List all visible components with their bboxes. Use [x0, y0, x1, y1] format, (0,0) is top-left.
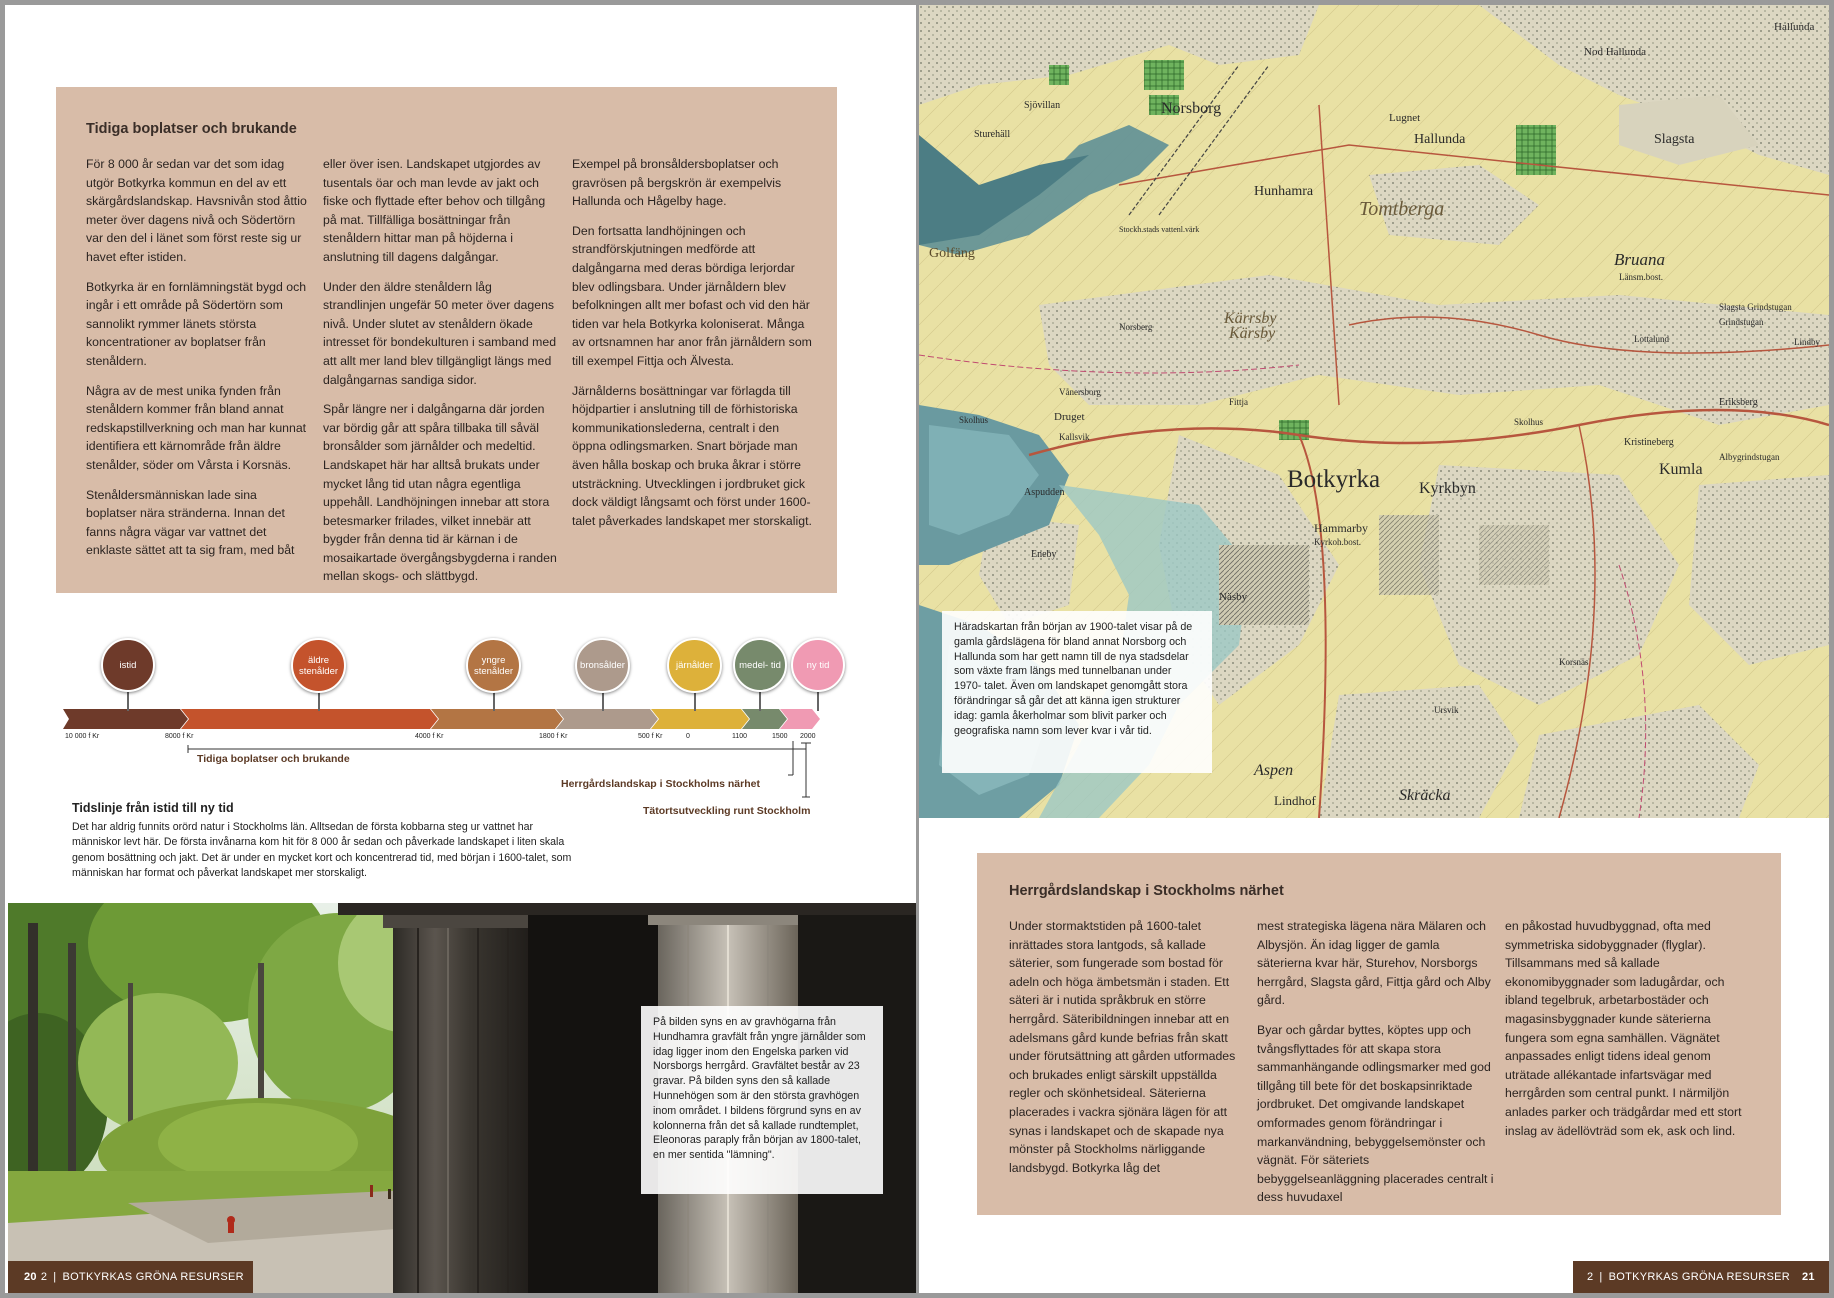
map-place-label: Näsby — [1219, 591, 1248, 603]
map-place-label: Norsberg — [1119, 322, 1153, 332]
map-place-label: Kyrkbyn — [1419, 480, 1476, 497]
map-place-label: Grindstugan — [1719, 317, 1764, 327]
tick-label: 0 — [686, 733, 690, 740]
box-column-2 — [323, 155, 557, 597]
map-place-label: Hallunda — [1774, 21, 1815, 33]
paragraph: Byar och gårdar byttes, köptes upp och tvångsflyttades för att skapa stora sammanhängande odlingsmarker med god tillgång till bete för det boskapsinriktade jordbruket. Det omgivande landskapet omformades genom förändringar i markanvändning, bebyggelsemönster och vägnät. För säteriets bebyggelseanläggning placerades centralt i dess huvudaxel — [1257, 1022, 1494, 1205]
period-bronsalder: bronsålder — [575, 638, 630, 693]
box-column-1 — [86, 155, 308, 597]
map-place-label: Kärrsby — [1224, 310, 1277, 327]
map-place-label: Stockh.stads vattenl.värk — [1119, 225, 1200, 234]
map-place-label: Albygrindstugan — [1719, 452, 1780, 462]
map-place-label: Sjövillan — [1024, 100, 1061, 111]
box-column-3 — [1505, 917, 1755, 1218]
paragraph: Under den äldre stenåldern låg strandlinjen ungefär 50 meter över dagens nivå. Under slutet av stenåldern ökade intresset för bondekulturen i samband med att allt mer land blev tillgängligt längs med dalgångarnas sandiga sidor. — [323, 279, 557, 387]
paragraph: För 8 000 år sedan var det som idag utgör Botkyrka kommun en del av ett skärgårdslandskap. Havsnivån stod åttio meter över dagens nivå och Södertörn var den del i länet som först reste sig ur havet efter istiden. — [86, 157, 307, 264]
map-place-label: Norsborg — [1161, 100, 1222, 117]
map-place-label: Tomtberga — [1359, 198, 1445, 220]
period-medeltid: medel- tid — [733, 638, 787, 692]
map-place-label: Lottalund — [1634, 334, 1669, 344]
box-column-3 — [572, 155, 812, 597]
timeline-arrow-yngre-stenalder — [431, 709, 563, 729]
map-place-label: Hammarby — [1314, 521, 1368, 535]
tick-label: 1500 — [772, 733, 788, 740]
footer-title: BOTKYRKAS GRÖNA RESURSER — [62, 1271, 244, 1283]
map-place-label: Golfäng — [929, 246, 975, 261]
period-jarnalder: järnålder — [667, 638, 722, 693]
left-page — [5, 5, 916, 1293]
map-place-label: Bruana — [1614, 250, 1665, 269]
tick-label: 4000 f Kr — [415, 733, 444, 740]
right-page — [919, 5, 1829, 1293]
footer-left: 20 2 | BOTKYRKAS GRÖNA RESURSER — [8, 1261, 253, 1293]
timeline-arrow-istid — [63, 709, 188, 729]
tick-label: 2000 — [800, 733, 816, 740]
timeline-text: Det har aldrig funnits orörd natur i Stockholms län. Alltsedan de första kobbarna steg ur vattnet har människor levt här. De första invånarna kom hit för 8 000 år sedan och påverkade landskapet i liten skala genom bosättning och jakt. Det är under en mycket kort och koncentrerad tid, med början i 1600-talet, som människan har format och påverkat landskapet mer storskaligt. — [72, 821, 572, 880]
bracket-urban-development: Tätortsutveckling runt Stockholm — [643, 805, 811, 817]
map-place-label: Vånersborg — [1059, 387, 1101, 397]
map-place-label: Lindby — [1794, 337, 1820, 347]
timeline-arrow-jarnalder — [651, 709, 749, 729]
period-yngre-stenalder: yngre stenålder — [466, 638, 521, 693]
map-place-label: Slagsta — [1654, 132, 1695, 147]
paragraph: Den fortsatta landhöjningen och strandförskjutningen medförde att dalgångarna med deras bördiga lerjordar blev odlingsbara. Under järnåldern blev befolkningen allt mer bofast och vid den här tiden var hela Botkyrka koloniserat. Många av ortsnamnen har anor från järnåldern som till exempel Fittja och Älvesta. — [572, 223, 812, 368]
map-place-label: Aspen — [1254, 762, 1294, 779]
box-column-1 — [1009, 917, 1246, 1218]
footer-right: 2 | BOTKYRKAS GRÖNA RESURSER 21 — [1573, 1261, 1829, 1293]
map-place-label: Kallsvik — [1059, 432, 1090, 442]
map-place-label: Sturehäll — [974, 129, 1011, 140]
paragraph: Några av de mest unika fynden från stenåldern kommer från bland annat redskapstillverkning och man har kunnat identifiera ett kärnområde från äldre stenålder, söder om Vårsta i Korsnäs. — [86, 383, 307, 472]
paragraph: Under stormaktstiden på 1600-talet inrättades stora lantgods, så kallade säterier, som fungerade som bostad för adeln och höga ämbetsmän i staden. Ett säteri är i nutida språkbruk en större herrgård. Säteribildningen innebar att en adelsmans gård kunde befrias från skatt under förutsättning att gården utformades och brukades enligt särskilt uppställda regler och skönhetsideal. Säterierna placerades i vackra sjönära lägen för att synas i landskapet och de skapade nya mönster på Stockholms närliggande landsbygd. Botkyrka låg det — [1009, 919, 1236, 1175]
box-title: Tidiga boplatser och brukande — [86, 121, 297, 137]
map-place-label: Druget — [1054, 411, 1085, 423]
footer-title: BOTKYRKAS GRÖNA RESURSER — [1608, 1271, 1790, 1283]
map-place-label: Lugnet — [1389, 112, 1421, 124]
paragraph: Exempel på bronsåldersboplatser och gravrösen på bergskrön är exempelvis Hallunda och Hågelby hage. — [572, 157, 782, 209]
chapter-number: 2 — [40, 1271, 48, 1283]
timeline — [5, 635, 916, 815]
paragraph: Botkyrka är en fornlämningstät bygd och ingår i ett område på Södertörn som sannolikt rymmer länets största koncentrationer av boplatser från stenåldern. — [86, 279, 307, 368]
map-place-label: Aspudden — [1024, 487, 1065, 498]
box-title: Herrgårdslandskap i Stockholms närhet — [1009, 883, 1284, 899]
paragraph: en påkostad huvudbyggnad, ofta med symmetriska sidobyggnader (flyglar). Tillsammans med så kallade ekonomibyggnader som ladugårdar, och ibland tegelbruk, arbetarbostäder och magasinsbyggnader kunde säterierna fungera som egna samhällen. Vägnätet anpassades enligt tidens ideal genom uträtade allékantade infartsvägar med herrgården som central punkt. I närmiljön anlades parker och trädgårdar med ett stort inslag av ädellövträd som ek, ask och lind. — [1505, 919, 1742, 1138]
map-place-label: Kumla — [1659, 461, 1703, 478]
map-place-label: Skolhus — [959, 415, 989, 425]
box-column-2 — [1257, 917, 1494, 1218]
page-number: 20 — [24, 1271, 37, 1283]
map-place-label: Hallunda — [1414, 132, 1466, 147]
map-place-label: Fittja — [1229, 397, 1249, 407]
map-place-label: Skolhus — [1514, 417, 1544, 427]
timeline-heading: Tidslinje från istid till ny tid — [72, 801, 234, 815]
paragraph: Järnålderns bosättningar var förlagda till höjdpartier i anslutning till de förhistoriska kommunikationslederna, centralt i den öppna odlingsmarken. Snart började man även hålla boskap och bruka åkrar i större utsträckning. Utvecklingen i jordbruket gick dock väldigt långsamt och först under 1600-talet påverkades landskapet mer storskaligt. — [572, 383, 812, 528]
period-ny-tid: ny tid — [791, 638, 845, 692]
map-place-label: Lindhof — [1274, 793, 1316, 808]
map-place-label: Hunhamra — [1254, 184, 1314, 199]
manor-landscape-box — [977, 853, 1781, 1215]
tick-label: 1100 — [732, 733, 748, 740]
timeline-arrow-aldre-stenalder — [181, 709, 438, 729]
map-place-label: Eriksberg — [1719, 397, 1758, 408]
paragraph: mest strategiska lägena nära Mälaren och Albysjön. Än idag ligger de gamla säterierna kvar här, Sturehov, Norsborgs herrgård, Slagsta gård, Fittja gård och Alby gård. — [1257, 919, 1491, 1008]
map-place-label: Kristineberg — [1624, 437, 1674, 448]
map-place-label: Eneby — [1031, 549, 1057, 560]
tick-label: 10 000 f Kr — [65, 733, 100, 740]
early-settlements-box — [56, 87, 837, 593]
tick-label: 500 f Kr — [638, 733, 663, 740]
map-place-label: Kyrkoh.bost. — [1314, 537, 1361, 547]
page-number: 21 — [1802, 1271, 1815, 1283]
map-place-label: Kärsby — [1229, 325, 1276, 342]
period-aldre-stenalder: äldre stenålder — [291, 638, 346, 693]
bracket-manor-landscape: Herrgårdslandskap i Stockholms närhet — [561, 778, 760, 790]
map-caption: Häradskartan från början av 1900-talet visar på de gamla gårdslägena för bland annat Norsborg och Hallunda som har gett namn till de nya stadsdelar som växte fram längs med tunnelbanan under 1970- talet. Även om landskapet genomgått stora förändringar så går det att känna igen strukturer idag: gamla åkerholmar som blivit parker och geografiska namn som lever kvar i vår tid. — [942, 611, 1212, 773]
map-place-label: Nod Hallunda — [1584, 46, 1647, 58]
map-place-label: Slagsta Grindstugan — [1719, 302, 1792, 312]
paragraph: Stenåldersmänniskan lade sina boplatser nära stränderna. Innan det fanns några vägar var vattnet det enklaste sättet att ta sig fram, med båt — [86, 487, 295, 558]
tick-label: 1800 f Kr — [539, 733, 568, 740]
map-place-label: Länsm.bost. — [1619, 272, 1663, 282]
map-place-label: Korsnäs — [1559, 657, 1589, 667]
map-place-label: Ursvik — [1434, 705, 1459, 715]
map-place-label: Skräcka — [1399, 787, 1451, 804]
timeline-arrow-bronsalder — [556, 709, 658, 729]
period-istid: istid — [101, 638, 155, 692]
paragraph: eller över isen. Landskapet utgjordes av tusentals öar och man levde av jakt och fiske och flyttade efter behov och tillgång på mat. Tillfälliga bosättningar från stenåldern hittar man på höjderna i anslutning till dagens dalgångar. — [323, 157, 546, 264]
chapter-number: 2 — [1587, 1271, 1594, 1283]
bracket-early-settlements: Tidiga boplatser och brukande — [197, 753, 350, 765]
paragraph: Spår längre ner i dalgångarna där jorden var bördig går att spåra tillbaka till såväl bronsålder som järnålder och medeltid. Landskapet här har alltså brukats under mycket lång tid utan några egentliga uppehåll. Landhöjningen innebar att stora betesmarker frilades, vilket innebär att bygder från denna tid är kärnan i de mosaikartade övergångsbygderna i randen mellan skogs- och slättbygd. — [323, 402, 557, 584]
photo-caption: På bilden syns en av gravhögarna från Hundhamra gravfält från yngre järnålder som idag ligger inom den Engelska parken vid Norsborgs herrgård. Gravfältet består av 23 gravar. På bilden syns den så kallade Hunnehögen som är den största gravhögen inom området. I bildens förgrund syns en av kolonnerna från det så kallade rundtemplet, Eleonoras paraply från början av 1800-talet, en mer sentida "lämning". — [641, 1006, 883, 1194]
tick-label: 8000 f Kr — [165, 733, 194, 740]
map-place-label: Botkyrka — [1287, 466, 1381, 493]
